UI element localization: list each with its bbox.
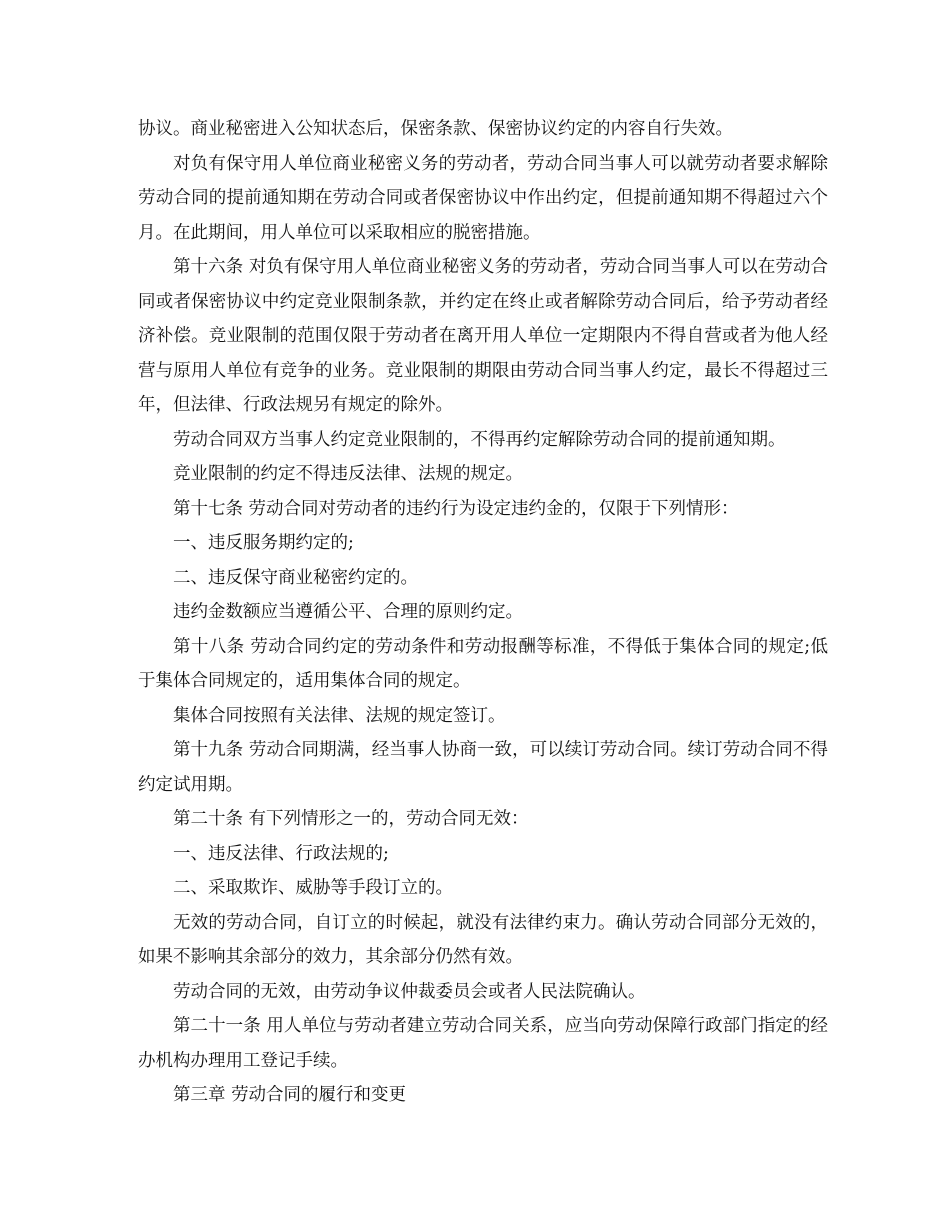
article-21: 第二十一条 用人单位与劳动者建立劳动合同关系，应当向劳动保障行政部门指定的经办机构办理用工登记手续。 — [138, 1016, 828, 1071]
paragraph-noncompete-legal: 竞业限制的约定不得违反法律、法规的规定。 — [173, 464, 523, 484]
paragraph-notice-period: 对负有保守用人单位商业秘密义务的劳动者，劳动合同当事人可以就劳动者要求解除劳动合同的提前通知期在劳动合同或者保密协议中作出约定，但提前通知期不得超过六个月。在此期间，用人单位可以采取相应的脱密措施。 — [138, 153, 828, 243]
paragraph-penalty-amount: 违约金数额应当遵循公平、合理的原则约定。 — [173, 602, 523, 622]
article-17: 第十七条 劳动合同对劳动者的违约行为设定违约金的，仅限于下列情形： — [173, 498, 739, 519]
paragraph-invalid-confirmation: 劳动合同的无效，由劳动争议仲裁委员会或者人民法院确认。 — [173, 981, 646, 1002]
chapter-3-heading: 第三章 劳动合同的履行和变更 — [173, 1085, 407, 1105]
list-item-fraud: 二、采取欺诈、威胁等手段订立的。 — [173, 878, 453, 898]
list-item-violate-law: 一、违反法律、行政法规的; — [173, 843, 389, 864]
article-18: 第十八条 劳动合同约定的劳动条件和劳动报酬等标准，不得低于集体合同的规定;低于集体合同规定的，适用集体合同的规定。 — [138, 636, 828, 691]
paragraph-noncompete-notice: 劳动合同双方当事人约定竞业限制的，不得再约定解除劳动合同的提前通知期。 — [173, 429, 786, 450]
paragraph-invalid-contract: 无效的劳动合同，自订立的时候起，就没有法律约束力。确认劳动合同部分无效的，如果不影响其余部分的效力，其余部分仍然有效。 — [138, 912, 828, 967]
list-item-service-period: 一、违反服务期约定的; — [173, 533, 354, 553]
article-16: 第十六条 对负有保守用人单位商业秘密义务的劳动者，劳动合同当事人可以在劳动合同或者保密协议中约定竞业限制条款，并约定在终止或者解除劳动合同后，给予劳动者经济补偿。竞业限制的范围仅限于劳动者在离开用人单位一定期限内不得自营或者为他人经营与原用人单位有竞争的业务。竞业限制的期限由劳动合同当事人约定，最长不得超过三年，但法律、行政法规另有规定的除外。 — [138, 257, 828, 415]
paragraph-collective-contract: 集体合同按照有关法律、法规的规定签订。 — [173, 705, 506, 726]
article-19: 第十九条 劳动合同期满，经当事人协商一致，可以续订劳动合同。续订劳动合同不得约定试用期。 — [138, 740, 828, 795]
list-item-trade-secret: 二、违反保守商业秘密约定的。 — [173, 567, 418, 588]
paragraph-continuation: 协议。商业秘密进入公知状态后，保密条款、保密协议约定的内容自行失效。 — [138, 119, 733, 139]
document-body — [138, 112, 828, 1113]
article-20: 第二十条 有下列情形之一的，劳动合同无效： — [173, 809, 529, 829]
